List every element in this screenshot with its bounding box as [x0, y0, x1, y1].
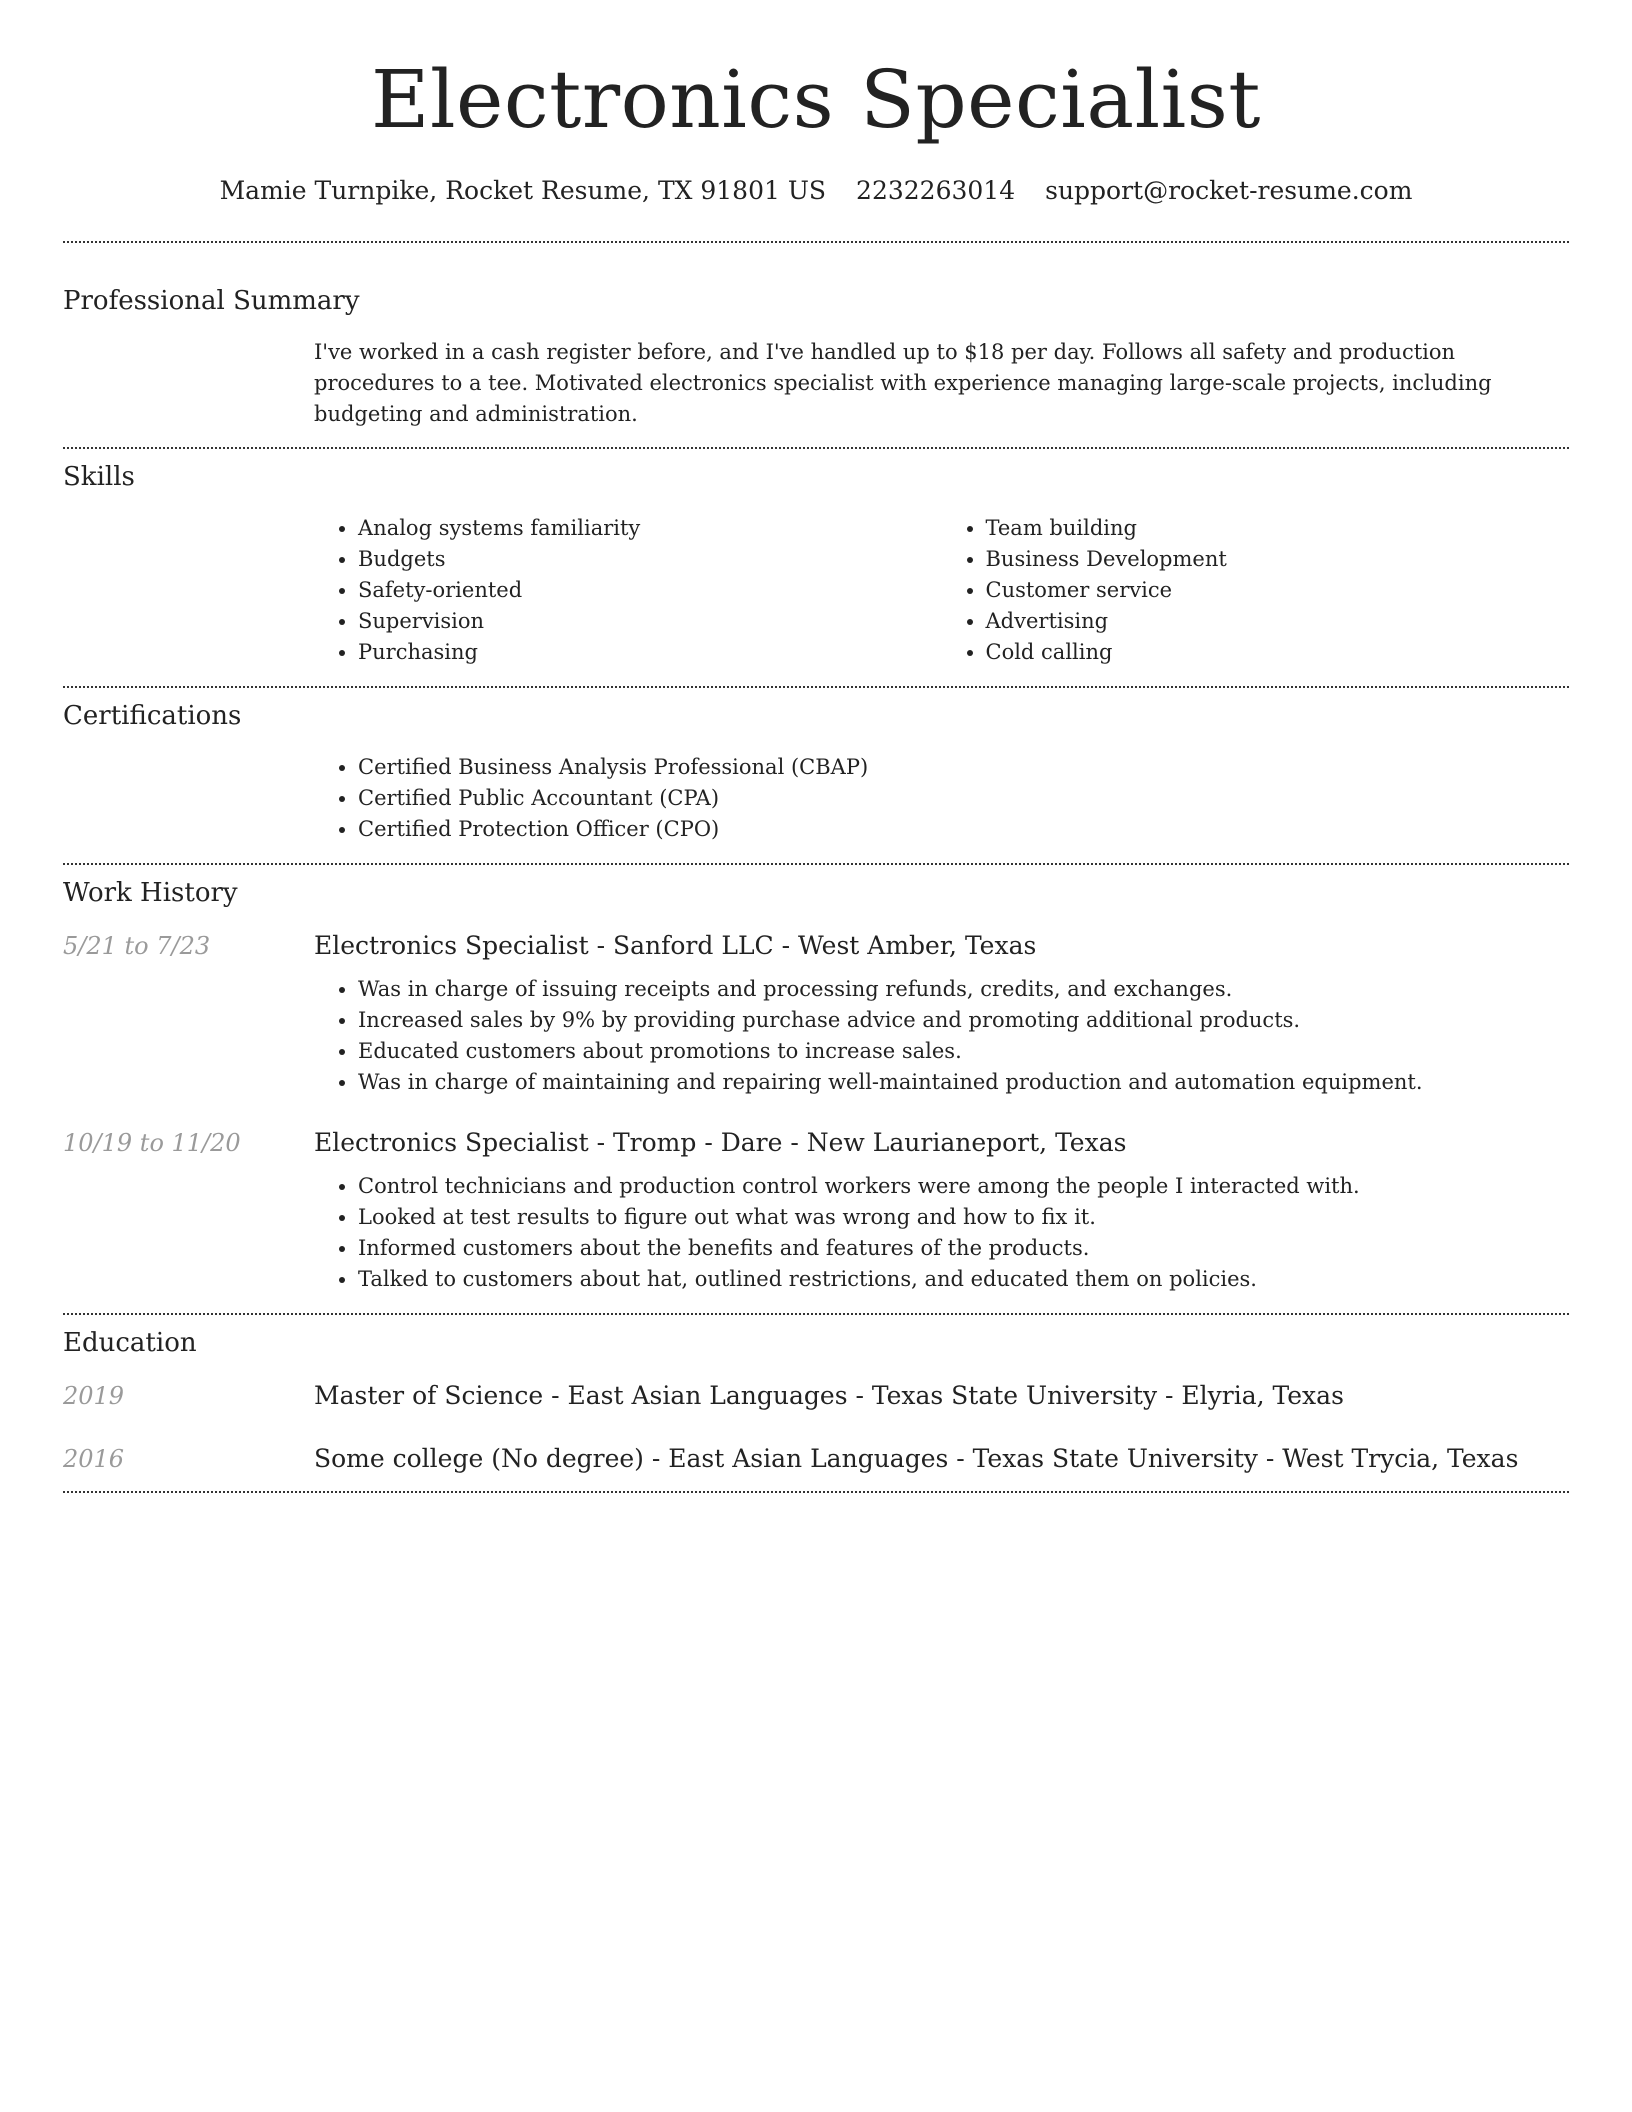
- education-heading: Education: [63, 1328, 197, 1358]
- skill-item: • Team building: [986, 513, 1570, 544]
- divider: [63, 1313, 1569, 1315]
- skill-item: • Safety-oriented: [358, 575, 942, 606]
- contact-line: [63, 174, 1569, 208]
- skill-item: • Purchasing: [358, 637, 942, 668]
- skill-item: • Cold calling: [986, 637, 1570, 668]
- divider: [63, 447, 1569, 449]
- certifications-list: [314, 752, 1569, 845]
- divider: [63, 1491, 1569, 1493]
- skills-heading: Skills: [63, 462, 135, 492]
- summary-text: I've worked in a cash register before, and I've handled up to $18 per day. Follows all safety and production procedures to a tee. Motivated electronics specialist with experience managing large-scale projects, including budgeting and administration.: [314, 340, 1492, 426]
- education-entry: [63, 1444, 1569, 1473]
- job-bullets: [314, 1171, 1569, 1295]
- job-bullet: • Control technicians and production control workers were among the people I interacted with.: [358, 1171, 1569, 1202]
- skills-list: [314, 513, 1569, 668]
- job-title: Electronics Specialist - Sanford LLC - West Amber, Texas: [314, 931, 1037, 960]
- certification-item: • Certified Protection Officer (CPO): [358, 814, 1569, 845]
- job-details: [314, 1171, 1569, 1295]
- contact-phone: 2232263014: [856, 176, 1016, 205]
- job-bullets: [314, 974, 1569, 1098]
- job-header: [63, 931, 1569, 960]
- divider: [63, 686, 1569, 688]
- certification-item: • Certified Business Analysis Professional (CBAP): [358, 752, 1569, 783]
- job-bullet: • Was in charge of maintaining and repairing well-maintained production and automation equipment.: [358, 1067, 1569, 1098]
- job-bullet: • Talked to customers about hat, outlined restrictions, and educated them on policies.: [358, 1264, 1569, 1295]
- job-dates: 10/19 to 11/20: [63, 1129, 241, 1157]
- certification-item: • Certified Public Accountant (CPA): [358, 783, 1569, 814]
- job-bullet: • Informed customers about the benefits and features of the products.: [358, 1233, 1569, 1264]
- divider: [63, 241, 1569, 243]
- skill-item: • Business Development: [986, 544, 1570, 575]
- divider: [63, 863, 1569, 865]
- skills-column-1: [314, 513, 942, 668]
- education-title: Some college (No degree) - East Asian Languages - Texas State University - West Trycia, Texas: [314, 1444, 1519, 1473]
- skill-item: • Supervision: [358, 606, 942, 637]
- job-bullet: • Educated customers about promotions to increase sales.: [358, 1036, 1569, 1067]
- contact-address: Mamie Turnpike, Rocket Resume, TX 91801 US: [219, 176, 827, 205]
- summary-heading: Professional Summary: [63, 286, 360, 316]
- education-year: 2019: [63, 1382, 125, 1410]
- skill-item: • Analog systems familiarity: [358, 513, 942, 544]
- certifications-body: [314, 752, 1569, 845]
- skill-item: • Advertising: [986, 606, 1570, 637]
- job-bullet: • Was in charge of issuing receipts and processing refunds, credits, and exchanges.: [358, 974, 1569, 1005]
- skill-item: • Budgets: [358, 544, 942, 575]
- education-entry: [63, 1381, 1569, 1410]
- job-title: Electronics Specialist - Tromp - Dare - New Laurianeport, Texas: [314, 1128, 1127, 1157]
- skill-item: • Customer service: [986, 575, 1570, 606]
- education-year: 2016: [63, 1445, 125, 1473]
- certifications-heading: Certifications: [63, 701, 242, 731]
- job-bullet: • Looked at test results to figure out what was wrong and how to fix it.: [358, 1202, 1569, 1233]
- skills-column-2: [942, 513, 1570, 668]
- education-title: Master of Science - East Asian Languages - Texas State University - Elyria, Texas: [314, 1381, 1344, 1410]
- job-bullet: • Increased sales by 9% by providing purchase advice and promoting additional products.: [358, 1005, 1569, 1036]
- contact-email: support@rocket-resume.com: [1045, 176, 1413, 205]
- job-dates: 5/21 to 7/23: [63, 932, 211, 960]
- summary-body: [314, 337, 1569, 430]
- job-header: [63, 1128, 1569, 1157]
- work-heading: Work History: [63, 878, 238, 908]
- resume-title: Electronics Specialist: [371, 53, 1261, 146]
- job-details: [314, 974, 1569, 1098]
